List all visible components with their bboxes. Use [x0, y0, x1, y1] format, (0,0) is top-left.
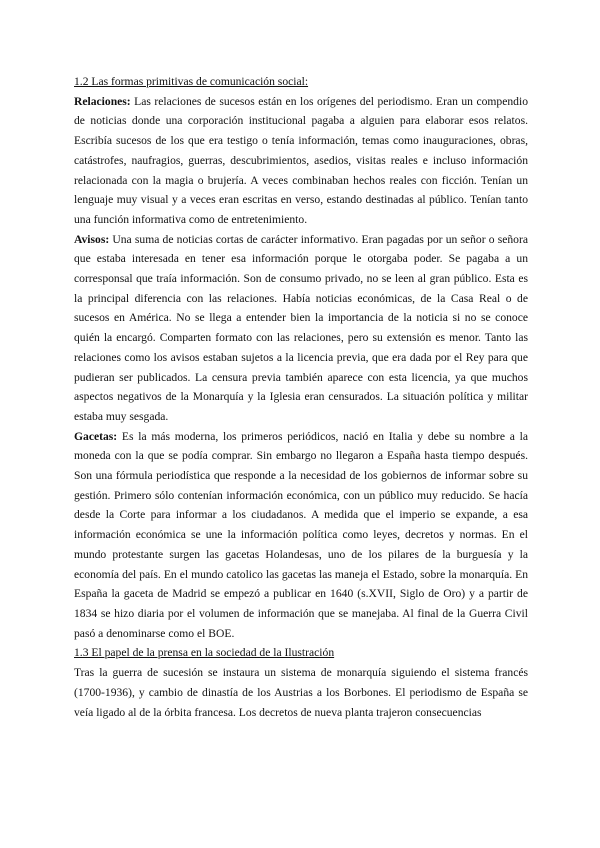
term-gacetas: Gacetas: — [74, 429, 118, 443]
text-avisos: Una suma de noticias cortas de carácter informativo. Eran pagadas por un señor o señora que estaba interesada en tener esa información porque le otorgaba poder. Se pagaba a un corresponsal que traía información. Son de consumo privado, no se leen al gran público. Esta es la principal diferencia con las relaciones. Había noticias económicas, de la Casa Real o de sucesos en América. No se llega a entender bien la importancia de la noticia si no se conoce quién la encargó. Comparten formato con las relaciones, pero su extensión es menor. Tanto las relaciones como los avisos estaban sujetos a la licencia previa, que era dada por el Rey para que pudieran ser publicados. La censura previa también aparece con esta licencia, ya que muchos aspectos negativos de la Monarquía y la Iglesia eran censurados. La situación política y militar estaba muy sesgada. — [74, 232, 528, 423]
section-heading-1-2: 1.2 Las formas primitivas de comunicación social: — [74, 75, 309, 88]
paragraph-avisos — [74, 230, 528, 427]
document-body — [74, 72, 528, 722]
term-relaciones: Relaciones: — [74, 94, 131, 108]
section-heading-1-3: 1.3 El papel de la prensa en la sociedad de la Ilustración — [74, 646, 335, 660]
paragraph-relaciones — [74, 92, 528, 230]
paragraph-ilustracion: Tras la guerra de sucesión se instaura un sistema de monarquía siguiendo el sistema francés (1700-1936), y cambio de dinastía de los Austrias a los Borbones. El periodismo de España se veía ligado al de la órbita francesa. Los decretos de nueva planta trajeron consecuencias — [74, 666, 528, 719]
paragraph-gacetas — [74, 427, 528, 644]
text-relaciones: Las relaciones de sucesos están en los orígenes del periodismo. Eran un compendio de noticias donde una corporación institucional pagaba a alguien para elaborar esos relatos. Escribía sucesos de los que era testigo o tenía información, temas como inauguraciones, obras, catástrofes, naufragios, guerras, descubrimientos, asedios, visitas reales e incluso información relacionada con la magia o brujería. A veces combinaban hechos reales con ficción. Tenían un lenguaje muy visual y a veces eran escritas en verso, estando destinadas al público. Tenían tanto una función informativa como de entretenimiento. — [74, 94, 528, 226]
text-gacetas: Es la más moderna, los primeros periódicos, nació en Italia y debe su nombre a la moneda con la que se podía comprar. Sin embargo no llegaron a España hasta tiempo después. Son una fórmula periodística que responde a la necesidad de los gobiernos de informar sobre su gestión. Primero sólo contenían información económica, con un público muy reducido. Se hacía desde la Corte para informar a los ciudadanos. A medida que el imperio se expande, a esa información económica se une la información política como leyes, decretos y normas. En el mundo protestante surgen las gacetas Holandesas, uno de los pilares de la burguesía y la economía del país. En el mundo catolico las gacetas las maneja el Estado, sobre la monarquía. En España la gaceta de Madrid se empezó a publicar en 1640 (s.XVII, Siglo de Oro) y a partir de 1834 se hizo diaria por el volumen de información que se manejaba. Al final de la Guerra Civil pasó a denominarse como el BOE. — [74, 429, 528, 640]
term-avisos: Avisos: — [74, 232, 110, 246]
